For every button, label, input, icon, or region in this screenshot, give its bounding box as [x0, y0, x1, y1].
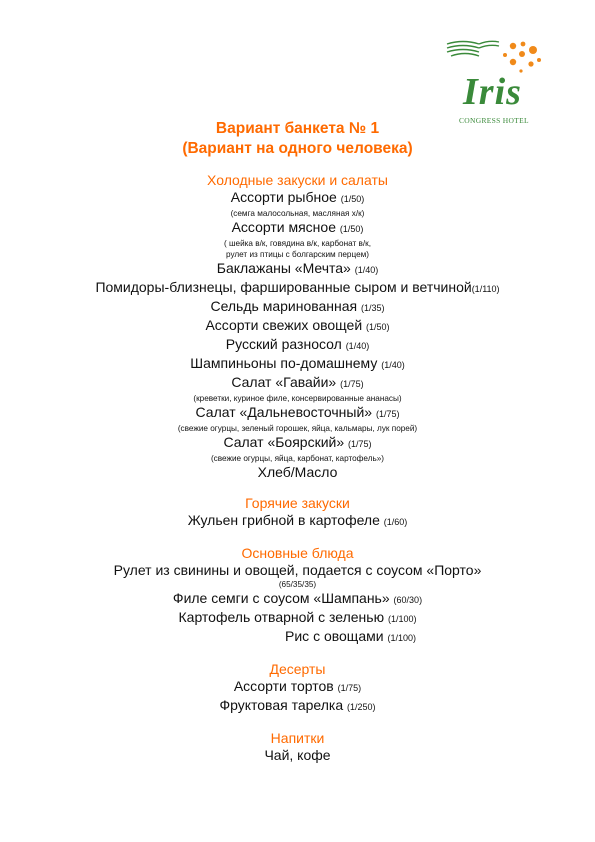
menu-item: Ассорти тортов (1/75)	[233, 678, 362, 694]
menu-item: Рис с овощами (1/100)	[285, 628, 416, 644]
menu-item: Помидоры-близнецы, фаршированные сыром и ветчиной(1/110)	[95, 279, 500, 295]
menu-item: Русский разносол (1/40)	[225, 336, 370, 352]
item-note: (семга малосольная, масляная х/к)	[230, 209, 365, 218]
menu-item: Салат «Боярский» (1/75)	[223, 434, 372, 450]
section-main-heading: Основные блюда	[241, 545, 354, 561]
item-note: рулет из птицы с болгарским перцем)	[226, 250, 369, 259]
menu-item: Рулет из свинины и овощей, подается с соусом «Порто»	[113, 562, 482, 578]
menu-item: Салат «Гавайи» (1/75)	[231, 374, 364, 390]
menu-item: Шампиньоны по-домашнему (1/40)	[190, 355, 405, 371]
menu-item: Салат «Дальневосточный» (1/75)	[195, 404, 400, 420]
menu-item: Сельдь маринованная (1/35)	[210, 298, 385, 314]
logo-word: Iris	[463, 71, 522, 113]
menu-item: Ассорти свежих овощей (1/50)	[205, 317, 390, 333]
menu-item: Картофель отварной с зеленью (1/100)	[178, 609, 417, 625]
menu-item: Баклажаны «Мечта» (1/40)	[216, 260, 379, 276]
logo-subtitle: CONGRESS HOTEL	[459, 116, 529, 125]
menu-item: Филе семги с соусом «Шампань» (60/30)	[172, 590, 423, 606]
menu-document	[0, 119, 595, 764]
menu-item: Фруктовая тарелка (1/250)	[219, 697, 376, 713]
menu-subtitle: (Вариант на одного человека)	[182, 140, 413, 157]
section-drinks-heading: Напитки	[270, 730, 325, 746]
section-cold-heading: Холодные закуски и салаты	[207, 172, 388, 188]
menu-item: Жульен грибной в картофеле (1/60)	[187, 512, 408, 528]
menu-title: Вариант банкета № 1	[215, 120, 380, 137]
section-desserts-heading: Десерты	[269, 661, 326, 677]
iris-logo	[445, 38, 545, 130]
item-note: (креветки, куриное филе, консервированные ананасы)	[193, 394, 402, 403]
section-hot-heading: Горячие закуски	[245, 495, 350, 511]
item-note: (свежие огурцы, зеленый горошек, яйца, кальмары, лук порей)	[177, 424, 418, 433]
item-note: ( шейка в/к, говядина в/к, карбонат в/к,	[223, 239, 372, 248]
item-note: (свежие огурцы, яйца, карбонат, картофель»)	[210, 454, 385, 463]
menu-item: Ассорти рыбное (1/50)	[230, 189, 365, 205]
menu-item: Чай, кофе	[264, 747, 331, 763]
item-note: (65/35/35)	[278, 580, 317, 589]
menu-item: Хлеб/Масло	[257, 464, 338, 480]
menu-item: Ассорти мясное (1/50)	[231, 219, 364, 235]
